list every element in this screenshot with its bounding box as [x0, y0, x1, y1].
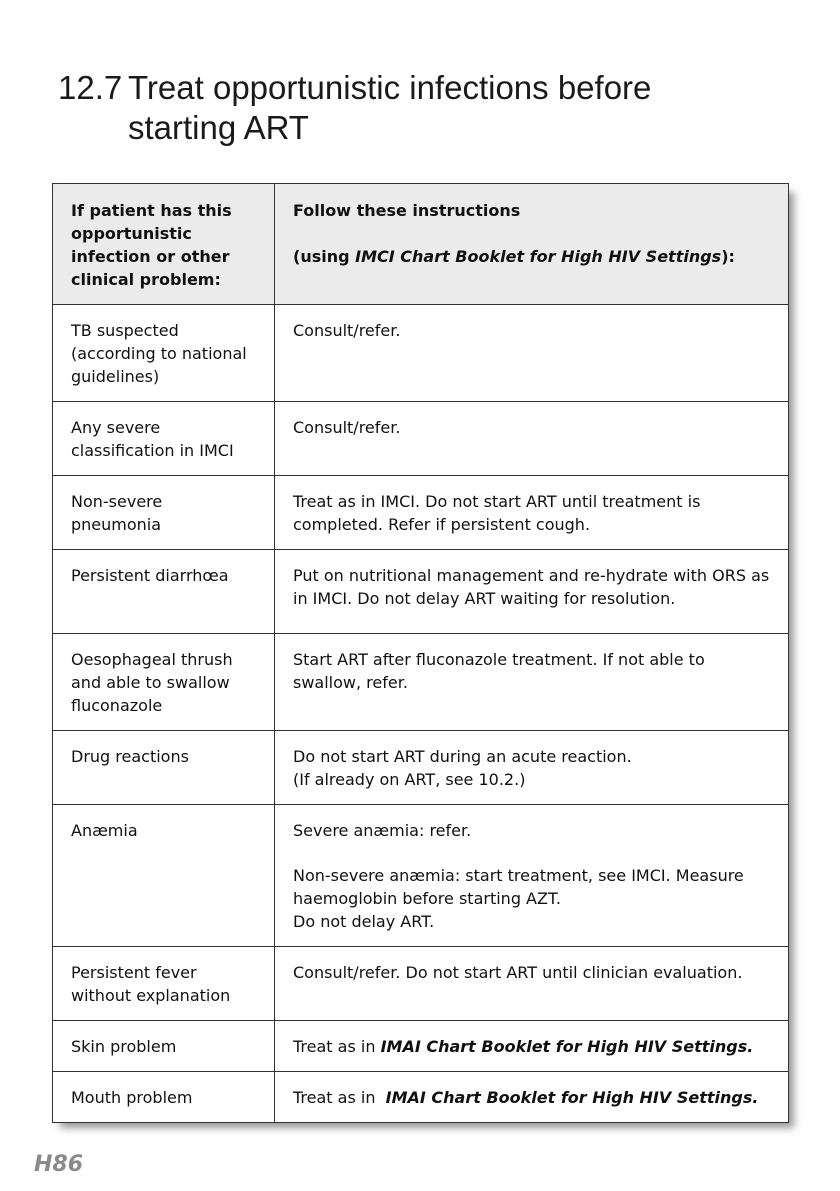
table-row [53, 550, 789, 634]
instruction-booklet-title: IMAI Chart Booklet for High HIV Settings. [385, 1088, 759, 1107]
instruction-cell [275, 1072, 789, 1123]
problem-cell: TB suspected (according to national guidelines) [53, 305, 275, 402]
instruction-prefix: Treat as in [293, 1088, 386, 1107]
instruction-cell: Consult/refer. [275, 305, 789, 402]
table-row [53, 731, 789, 805]
instruction-line: Do not delay ART. [293, 912, 435, 931]
table-row [53, 476, 789, 550]
instruction-cell [275, 731, 789, 805]
table-row [53, 1072, 789, 1123]
instruction-cell [275, 805, 789, 947]
instruction-line: Do not start ART during an acute reaction. [293, 747, 632, 766]
table-row [53, 947, 789, 1021]
instruction-line: Severe anæmia: refer. [293, 821, 472, 840]
instruction-prefix: Treat as in [293, 1037, 381, 1056]
table-row [53, 805, 789, 947]
problem-cell: Persistent fever without explanation [53, 947, 275, 1021]
instruction-line: (If already on ART, see 10.2.) [293, 770, 526, 789]
table-row [53, 305, 789, 402]
table-row [53, 402, 789, 476]
instruction-cell: Treat as in IMCI. Do not start ART until treatment is completed. Refer if persistent cough. [275, 476, 789, 550]
problem-cell: Skin problem [53, 1021, 275, 1072]
header-instructions-using [293, 245, 770, 268]
instruction-cell: Consult/refer. Do not start ART until clinician evaluation. [275, 947, 789, 1021]
table-row [53, 634, 789, 731]
header-using-close: ): [721, 247, 735, 266]
section-title-line2: starting ART [128, 109, 309, 146]
header-instructions-title: Follow these instructions [293, 201, 521, 220]
instruction-cell [275, 1021, 789, 1072]
problem-cell: Persistent diarrhœa [53, 550, 275, 634]
instruction-cell: Start ART after fluconazole treatment. If not able to swallow, refer. [275, 634, 789, 731]
instruction-cell: Put on nutritional management and re-hydrate with ORS as in IMCI. Do not delay ART waiting for resolution. [275, 550, 789, 634]
problem-cell: Mouth problem [53, 1072, 275, 1123]
table-row [53, 1021, 789, 1072]
header-problem-label: If patient has this opportunistic infection or other clinical problem: [71, 201, 232, 289]
instruction-cell: Consult/refer. [275, 402, 789, 476]
problem-cell: Any severe classification in IMCI [53, 402, 275, 476]
problem-cell: Drug reactions [53, 731, 275, 805]
problem-cell: Non-severe pneumonia [53, 476, 275, 550]
instruction-booklet-title: IMAI Chart Booklet for High HIV Settings. [380, 1037, 754, 1056]
header-instructions [275, 184, 789, 305]
header-using-open: (using [293, 247, 356, 266]
page-number: H86 [34, 1152, 84, 1177]
problem-cell: Anæmia [53, 805, 275, 947]
opportunistic-infections-table [52, 183, 789, 1123]
instruction-line: Non-severe anæmia: start treatment, see IMCI. Measure haemoglobin before starting AZT. [293, 866, 744, 908]
header-using-title: IMCI Chart Booklet for High HIV Settings [355, 247, 722, 266]
header-problem [53, 184, 275, 305]
section-title-line1: Treat opportunistic infections before [128, 69, 652, 106]
problem-cell: Oesophageal thrush and able to swallow fluconazole [53, 634, 275, 731]
section-number: 12.7 [58, 69, 123, 106]
table-header-row [53, 184, 789, 305]
